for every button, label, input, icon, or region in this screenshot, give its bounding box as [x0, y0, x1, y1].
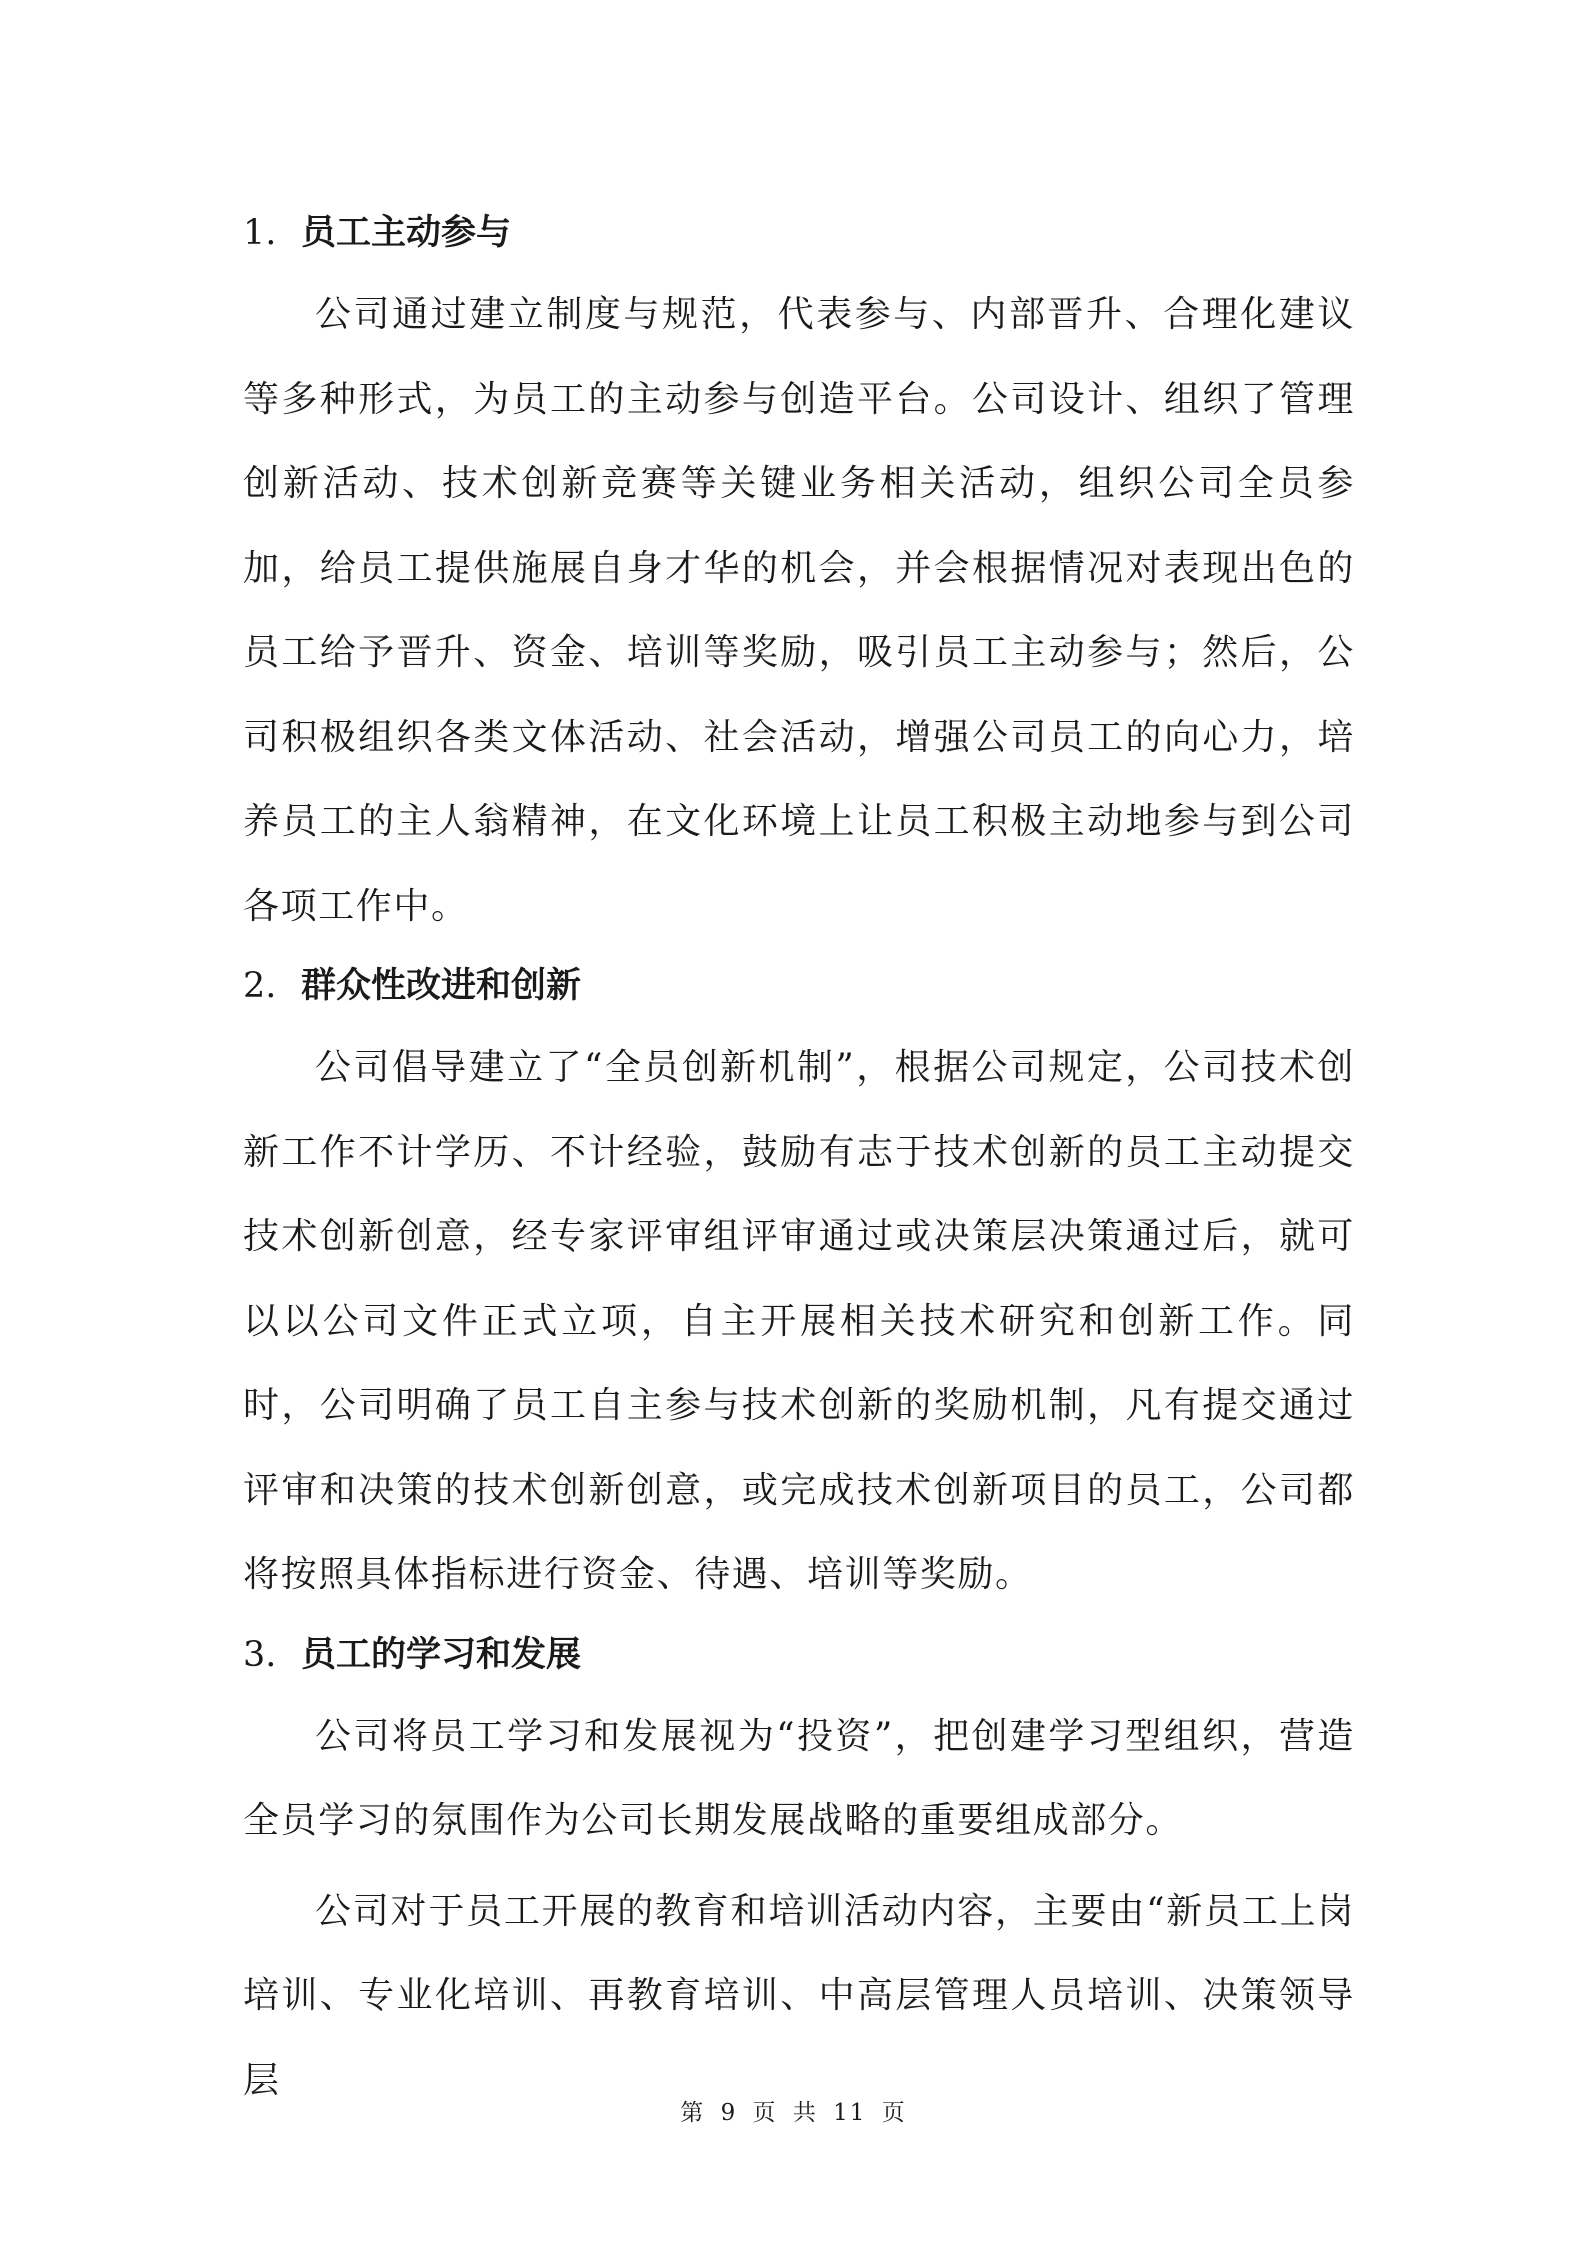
section-heading-1 [243, 208, 1355, 258]
section-title: 群众性改进和创新 [301, 966, 582, 1006]
paragraph: 公司通过建立制度与规范，代表参与、内部晋升、合理化建议等多种形式，为员工的主动参与创造平台。公司设计、组织了管理创新活动、技术创新竞赛等关键业务相关活动，组织公司全员参加，给员工提供施展自身才华的机会，并会根据情况对表现出色的员工给予晋升、资金、培训等奖励，吸引员工主动参与；然后，公司积极组织各类文体活动、社会活动，增强公司员工的向心力，培养员工的主人翁精神，在文化环境上让员工积极主动地参与到公司各项工作中。 [243, 294, 1355, 927]
paragraph: 公司对于员工开展的教育和培训活动内容，主要由“新员工上岗培训、专业化培训、再教育培训、中高层管理人员培训、决策领导层 [243, 1890, 1355, 2101]
page-content [243, 200, 1355, 2123]
paragraph: 公司将员工学习和发展视为“投资”，把创建学习型组织，营造全员学习的氛围作为公司长期发展战略的重要组成部分。 [243, 1715, 1355, 1841]
section-number: 1. [243, 213, 277, 253]
section-number: 2. [243, 966, 277, 1006]
section-heading-3 [243, 1630, 1355, 1680]
paragraph: 公司倡导建立了“全员创新机制”，根据公司规定，公司技术创新工作不计学历、不计经验，鼓励有志于技术创新的员工主动提交技术创新创意，经专家评审组评审通过或决策层决策通过后，就可以以公司文件正式立项，自主开展相关技术研究和创新工作。同时，公司明确了员工自主参与技术创新的奖励机制，凡有提交通过评审和决策的技术创新创意，或完成技术创新项目的员工，公司都将按照具体指标进行资金、待遇、培训等奖励。 [243, 1047, 1355, 1595]
section-number: 3. [243, 1634, 277, 1675]
section-title: 员工的学习和发展 [301, 1634, 582, 1675]
section-heading-2 [243, 961, 1355, 1011]
section-title: 员工主动参与 [301, 213, 512, 253]
page-footer: 第 9 页 共 11 页 [680, 2100, 907, 2126]
